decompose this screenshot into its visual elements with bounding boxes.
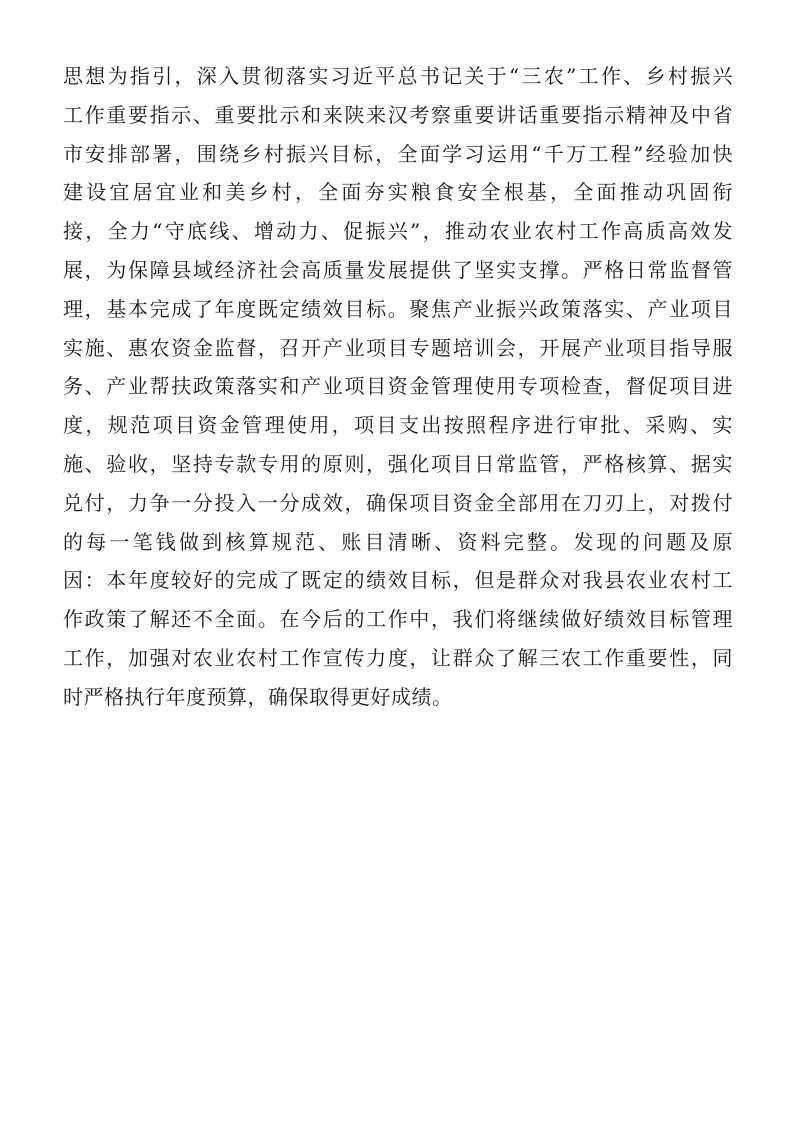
text-line: 因：本年度较好的完成了既定的绩效目标，但是群众对我县农业农村工: [63, 568, 733, 593]
text-line: 作政策了解还不全面。在今后的工作中，我们将继续做好绩效目标管理: [63, 607, 733, 632]
text-line: 工作重要指示、重要批示和来陕来汉考察重要讲话重要指示精神及中省: [63, 102, 733, 127]
text-line: 接，全力“守底线、增动力、促振兴”，推动农业农村工作高质高效发: [63, 219, 733, 244]
text-line: 施、验收，坚持专款专用的原则，强化项目日常监管，严格核算、据实: [63, 451, 733, 476]
text-line: 时严格执行年度预算，确保取得更好成绩。: [63, 684, 453, 709]
text-line: 兑付，力争一分投入一分成效，确保项目资金全部用在刀刃上，对拨付: [63, 490, 733, 515]
text-line: 展，为保障县域经济社会高质量发展提供了坚实支撑。严格日常监督管: [63, 257, 733, 282]
text-line: 工作，加强对农业农村工作宣传力度，让群众了解三农工作重要性，同: [63, 645, 733, 670]
text-line: 的每一笔钱做到核算规范、账目清晰、资料完整。发现的问题及原: [63, 529, 733, 554]
text-line: 理，基本完成了年度既定绩效目标。聚焦产业振兴政策落实、产业项目: [63, 296, 733, 321]
text-line: 实施、惠农资金监督，召开产业项目专题培训会，开展产业项目指导服: [63, 335, 733, 360]
text-line: 度，规范项目资金管理使用，项目支出按照程序进行审批、采购、实: [63, 413, 733, 438]
text-line: 市安排部署，围绕乡村振兴目标，全面学习运用“千万工程”经验加快: [63, 141, 733, 166]
body-paragraph: [63, 57, 733, 717]
text-line: 务、产业帮扶政策落实和产业项目资金管理使用专项检查，督促项目进: [63, 374, 733, 399]
text-line: 思想为指引，深入贯彻落实习近平总书记关于“三农”工作、乡村振兴: [63, 64, 733, 88]
text-line: 建设宜居宜业和美乡村，全面夯实粮食安全根基，全面推动巩固衔: [63, 180, 733, 205]
